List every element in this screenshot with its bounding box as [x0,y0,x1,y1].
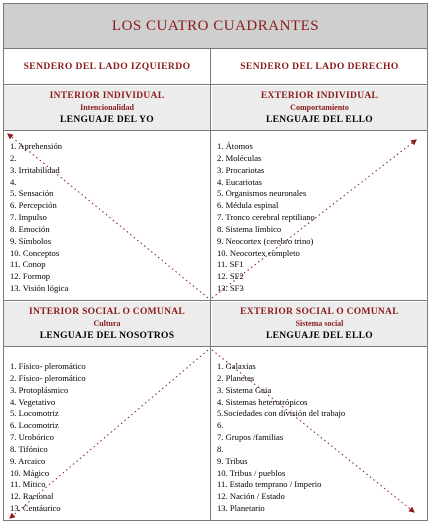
diagonal-arrow-upper-left [8,134,208,298]
right-path-header: SENDERO DEL LADO DERECHO [212,49,427,83]
list-item: 7. Grupos /familias [217,432,284,443]
diagonal-arrow-lower-left [10,350,208,518]
list-item: 3. Procariotas [217,164,265,175]
diagonal-arrow-lower-right [212,350,414,512]
list-item: 8. Sistema límbico [217,223,282,234]
list-item: 12. Formop [10,271,51,282]
lower-right-subtitle: Sistema social [295,319,344,328]
list-item: 12. Racional [10,491,54,502]
list-item: 4. [10,176,17,187]
list-item: 9. Arcaico [10,455,46,466]
list-item: 8. [217,443,224,454]
list-item: 9. Neocortex (cerebro trino) [217,235,314,246]
list-item: 1. Físico- pleromático [10,361,86,371]
left-path-header: SENDERO DEL LADO IZQUIERDO [4,49,210,83]
upper-right-language: LENGUAJE DEL ELLO [266,115,373,125]
list-item: 7. Impulso [10,212,47,223]
diagonal-arrow-upper-right [212,140,416,298]
list-item: 12. Nación / Estado [217,491,285,502]
list-item: 11. Estado temprano / Imperio [217,479,322,490]
list-item: 6. [217,420,224,431]
list-item: 11. Mítico [10,479,46,490]
list-item: 8. Tifónico [10,443,48,454]
lower-left-title: INTERIOR SOCIAL O COMUNAL [28,307,186,317]
list-item: 1. Aprehensión [10,141,63,151]
list-item: 13. Planetario [217,503,265,514]
list-item: 3. Irritabilidad [10,164,60,175]
lower-left-subtitle: Cultura [93,319,121,328]
list-item: 6. Percepción [10,200,57,211]
list-item: 5. Locomotriz [10,408,59,419]
lower-left-language: LENGUAJE DEL NOSOTROS [39,331,175,341]
list-item: 10. Tribus / pueblos [217,467,286,478]
upper-left-subtitle: Intencionalidad [80,103,134,112]
list-item: 3. Sistema Gaia [217,384,272,395]
list-item: 13. SF3 [217,283,244,294]
list-item: 5. Organismos neuronales [217,188,307,199]
list-item: 10. Conceptos [10,247,60,258]
list-item: 11. Conop [10,259,46,270]
list-item: 5.Sociedades con división del trabajo [217,408,346,419]
list-item: 3. Protoplásmico [10,384,69,395]
list-item: 10. Mágico [10,467,50,478]
lower-right-title: EXTERIOR SOCIAL O COMUNAL [240,307,399,317]
list-item: 2. Moléculas [217,152,262,163]
list-item: 7. Urobórico [10,432,54,443]
list-item: 4. Sistemas heterotrópicos [217,396,308,407]
list-item: 12. SF2 [217,271,244,282]
upper-left-language: LENGUAJE DEL YO [60,115,154,125]
upper-right-title: EXTERIOR INDIVIDUAL [260,91,379,101]
list-item: 8. Emoción [10,223,50,234]
list-item: 4. Eucariotas [217,176,262,187]
list-item: 9. Tribus [217,455,248,466]
upper-right-subtitle: Comportamiento [290,103,349,112]
list-item: 1. Galaxias [217,361,256,371]
list-item: 2. [10,152,17,163]
list-item: 13. Centáurico [10,503,61,514]
upper-left-title: INTERIOR INDIVIDUAL [49,91,165,101]
list-item: 1. Átomos [217,141,253,151]
list-item: 10. Neocortex completo [217,247,300,258]
list-item: 13. Visión lógica [10,283,69,294]
list-item: 4. Vegetativo [10,396,56,407]
list-item: 11. SF1 [217,259,244,270]
list-item: 6. Locomotriz [10,420,59,431]
list-item: 7. Tronco cerebral reptiliano [217,212,315,223]
list-item: 9. Símbolos [10,235,52,246]
list-item: 2. Físico- pleromático [10,372,86,383]
diagram-title: LOS CUATRO CUADRANTES [4,4,427,49]
list-item: 2. Planetas [217,372,255,383]
list-item: 5. Sensación [10,188,54,199]
list-item: 6. Médula espinal [217,200,279,211]
lower-right-language: LENGUAJE DEL ELLO [266,331,373,341]
